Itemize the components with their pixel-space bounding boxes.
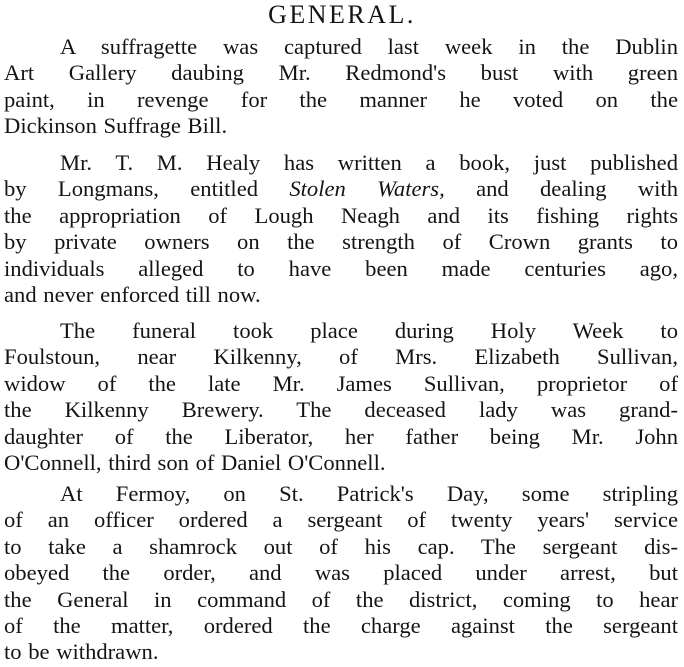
text-line: individuals alleged to have been made centuries ago, — [4, 255, 678, 281]
text-line: obeyed the order, and was placed under arrest, but — [4, 560, 678, 586]
text-line: Mr. T. M. Healy has written a book, just published — [60, 150, 678, 175]
text-line: Foulstoun, near Kilkenny, of Mrs. Elizabeth Sullivan, — [4, 344, 678, 370]
text-line: widow of the late Mr. James Sullivan, proprietor of — [4, 370, 678, 396]
text-line — [4, 176, 678, 202]
text-fragment: by Longmans, entitled — [4, 176, 259, 202]
paragraph-suffragette — [4, 34, 678, 140]
text-line: paint, in revenge for the manner he voted on the — [4, 86, 678, 112]
text-line: Art Gallery daubing Mr. Redmond's bust with green — [4, 60, 678, 86]
text-line: of an officer ordered a sergeant of twenty years' service — [4, 507, 678, 533]
text-line — [4, 203, 678, 229]
text-line: to be withdrawn. — [4, 639, 159, 665]
text-line: and never enforced till now. — [4, 281, 261, 307]
text-fragment: appropriation of Lough Neagh and its fishing rights — [59, 202, 678, 228]
text-line: to take a shamrock out of his cap. The sergeant dis- — [4, 533, 678, 559]
text-line: The funeral took place during Holy Week to — [60, 318, 678, 343]
text-fragment: and dealing with — [476, 176, 678, 202]
paragraph-healy-book — [4, 150, 678, 308]
section-heading: GENERAL. — [268, 0, 416, 29]
text-line: At Fermoy, on St. Patrick's Day, some stripling — [60, 481, 678, 506]
paragraph-fermoy — [4, 481, 678, 666]
text-line: the Kilkenny Brewery. The deceased lady was grand- — [4, 397, 678, 423]
text-line: Dickinson Suffrage Bill. — [4, 113, 228, 139]
text-fragment: the — [4, 202, 32, 228]
text-line: daughter of the Liberator, her father being Mr. John — [4, 423, 678, 449]
text-line: the General in command of the district, coming to hear — [4, 586, 678, 612]
text-line: by private owners on the strength of Crown grants to — [4, 229, 678, 255]
text-line: of the matter, ordered the charge against the sergeant — [4, 612, 678, 638]
text-line: A suffragette was captured last week in the Dublin — [60, 34, 678, 59]
book-title: Stolen Waters, — [289, 176, 445, 202]
paragraph-funeral — [4, 318, 678, 476]
text-line: O'Connell, third son of Daniel O'Connell. — [4, 449, 386, 475]
